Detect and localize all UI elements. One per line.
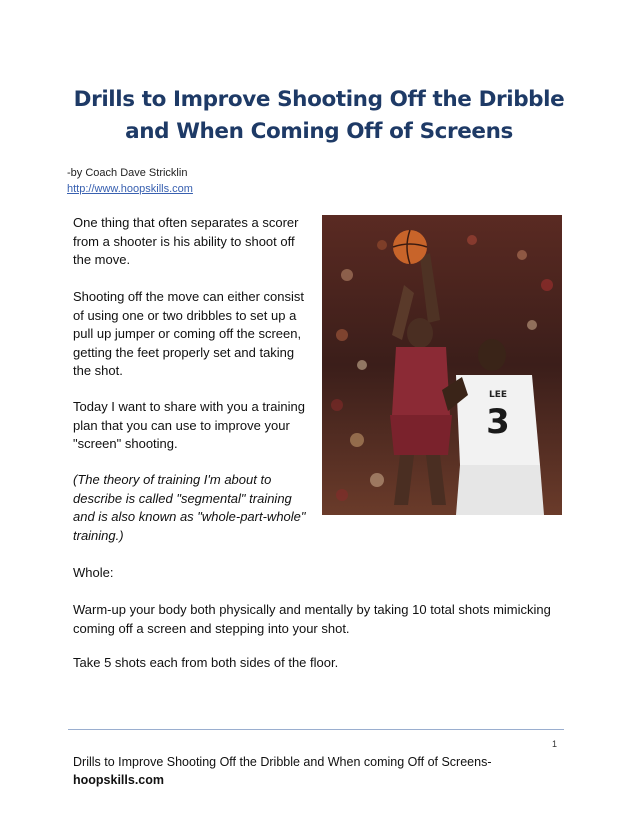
paragraph-theory-note: (The theory of training I'm about to describe is called "segmental" training and is also known as "whole-part-whole" training.) [73,472,306,543]
footer [73,753,553,789]
section-heading-whole: Whole: [73,565,114,580]
website-link[interactable]: http://www.hoopskills.com [67,183,193,195]
shooter-jersey [392,347,450,415]
footer-site: hoopskills.com [73,773,164,787]
footer-divider [68,729,564,730]
jersey-name: LEE [488,390,508,400]
basketball [393,230,427,264]
page-number: 1 [552,739,558,749]
jersey-number: 3 [486,402,510,442]
paragraph-five-shots: Take 5 shots each from both sides of the floor. [73,655,339,670]
paragraph-intro: One thing that often separates a scorer from a shooter is his ability to shoot off the move. [73,215,299,268]
footer-title: Drills to Improve Shooting Off the Dribble and When coming Off of Screens- [73,755,492,769]
document-title: Drills to Improve Shooting Off the Dribble and When Coming Off of Screens [73,87,565,144]
paragraph-training-plan: Today I want to share with you a training plan that you can use to improve your "screen" shooting. [73,399,305,452]
basketball-photo [322,215,562,515]
author-line: -by Coach Dave Stricklin [67,167,188,179]
byline [67,165,193,197]
defender-head [478,339,506,371]
paragraph-shooting-off-move: Shooting off the move can either consist of using one or two dribbles to set up a pull up jumper or coming off the screen, getting the feet properly set and taking the shot. [73,289,305,379]
paragraph-warmup: Warm-up your body both physically and mentally by taking 10 total shots mimicking coming off a screen and stepping into your shot. [73,602,551,636]
